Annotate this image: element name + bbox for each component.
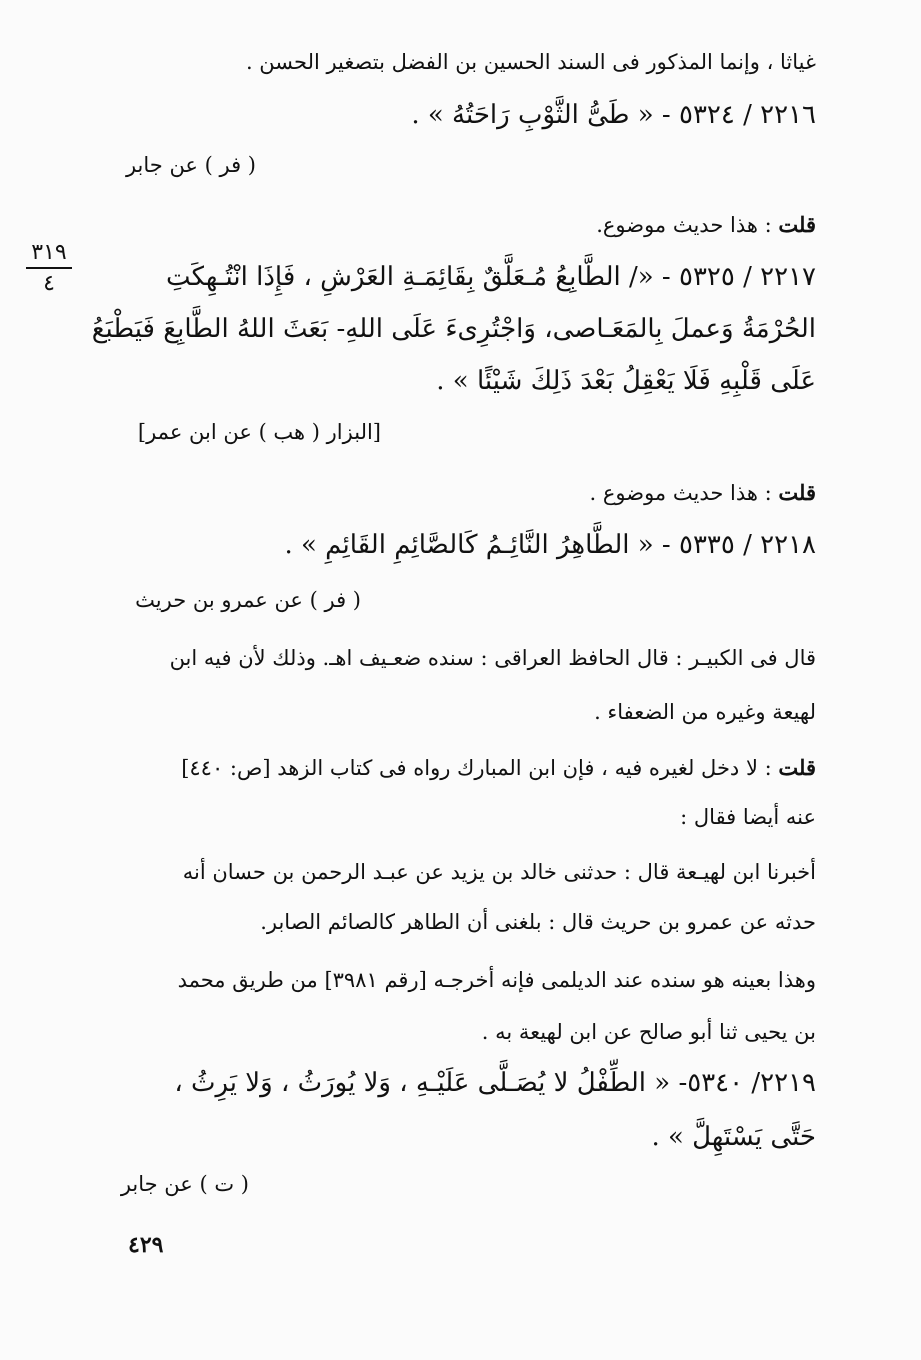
text-line: قال فى الكبيـر : قال الحافظ العراقى : سنده ضعـيف اهـ. وذلك لأن فيه ابن <box>169 646 816 670</box>
margin-note-bottom: ٤ <box>43 271 55 296</box>
text-line: أخبرنا ابن لهيـعة قال : حدثنى خالد بن يزيد عن عبـد الرحمن بن حسان أنه <box>182 860 816 884</box>
hadith-2219-l1: ٢٢١٩/ ٥٣٤٠- « الطِّفْلُ لا يُصَـلَّى عَلَيْـهِ ، وَلا يُورَثُ ، وَلا يَرِثُ ، <box>174 1068 816 1098</box>
qult-line: قلت : هذا حديث موضوع . <box>589 480 816 505</box>
hadith-2217-l3: عَلَى قَلْبِهِ فَلَا يَعْقِلُ بَعْدَ ذَلِكَ شَيْئًا » . <box>436 366 816 396</box>
hadith-2219-l2: حَتَّى يَسْتَهِلَّ » . <box>651 1122 816 1152</box>
hadith-2217-l1: ٢٢١٧ / ٥٣٢٥ - «/ الطَّابِعُ مُـعَلَّقٌ بِقَائِمَـةِ العَرْشِ ، فَإِذَا انْتُـهِكَتِ <box>166 262 816 292</box>
source-line: [البزار ( هب ) عن ابن عمر] <box>137 420 381 444</box>
source-line: ( ت ) عن جابر <box>120 1172 249 1196</box>
margin-note-top: ٣١٩ <box>31 240 67 265</box>
margin-note <box>24 240 74 296</box>
line-01: غياثا ، وإنما المذكور فى السند الحسين بن الفضل بتصغير الحسن . <box>245 50 816 74</box>
qult-label: قلت <box>778 212 816 237</box>
text-line: عنه أيضا فقال : <box>680 805 816 829</box>
source-line: ( فر ) عن جابر <box>125 153 256 177</box>
margin-note-divider <box>26 267 72 269</box>
text-line: بن يحيى ثنا أبو صالح عن ابن لهيعة به . <box>481 1020 816 1044</box>
qult-label: قلت <box>778 755 816 780</box>
hadith-2218: ٢٢١٨ / ٥٣٣٥ - « الطَّاهِرُ النَّائِـمُ كَالصَّائِمِ القَائِمِ » . <box>284 530 816 560</box>
text-line: حدثه عن عمرو بن حريث قال : بلغنى أن الطاهر كالصائم الصابر. <box>260 910 816 934</box>
qult-line: قلت : لا دخل لغيره فيه ، فإن ابن المبارك رواه فى كتاب الزهد [ص: ٤٤٠] <box>181 755 816 780</box>
text-line: لهيعة وغيره من الضعفاء . <box>594 700 816 724</box>
text-line: وهذا بعينه هو سنده عند الديلمى فإنه أخرجـه [رقم ٣٩٨١] من طريق محمد <box>177 968 816 992</box>
qult-label: قلت <box>778 480 816 505</box>
page-number: ٤٢٩ <box>128 1232 164 1258</box>
qult-line: قلت : هذا حديث موضوع. <box>596 212 816 237</box>
source-line: ( فر ) عن عمرو بن حريث <box>135 588 361 612</box>
hadith-2217-l2: الحُرْمَةُ وَعملَ بِالمَعَـاصى، وَاجْتُرِىءَ عَلَى اللهِ- بَعَثَ اللهُ الطَّابِعَ فَيَطْبَعُ <box>91 314 816 344</box>
hadith-2216: ٢٢١٦ / ٥٣٢٤ - « طَىُّ الثَّوْبِ رَاحَتُهُ » . <box>411 100 816 130</box>
